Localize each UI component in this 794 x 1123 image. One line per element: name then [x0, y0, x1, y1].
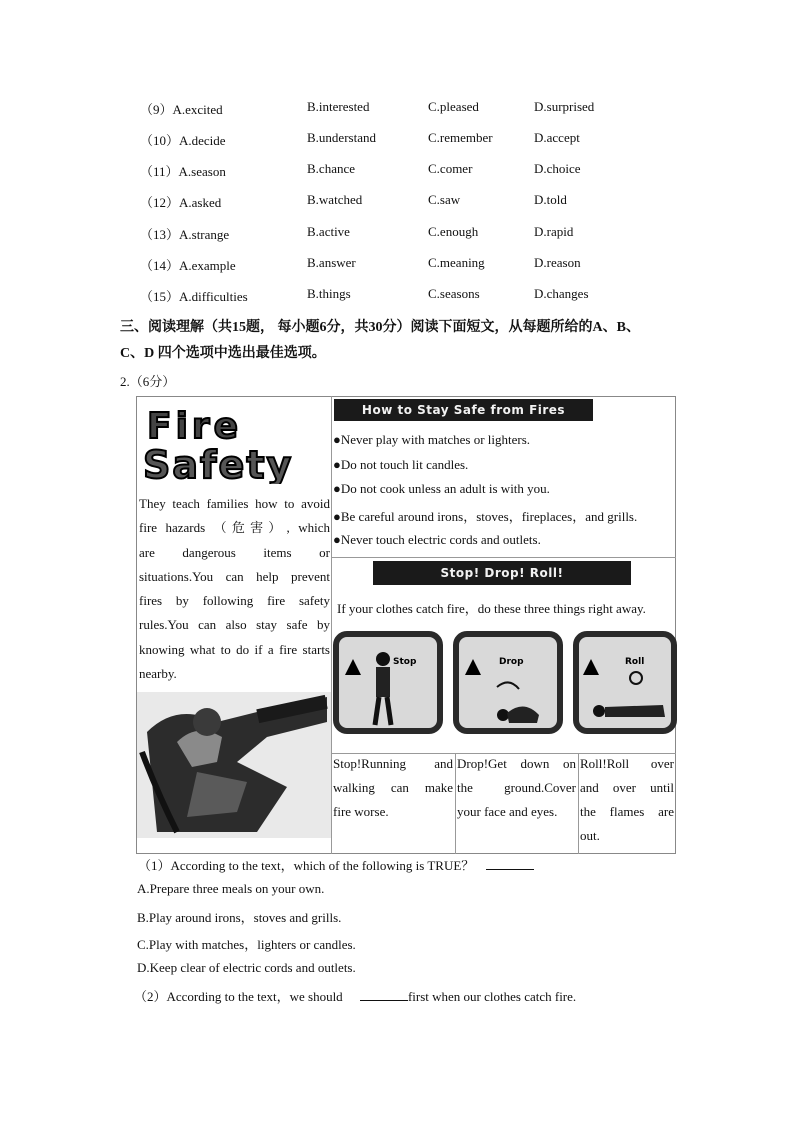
option-row: [0, 130, 794, 150]
cell-line: the ground.Cover: [457, 780, 576, 795]
safety-rule: ●Never touch electric cords and outlets.: [333, 532, 541, 547]
choice-b[interactable]: B.active: [307, 224, 350, 239]
cell-line: and over until: [580, 780, 674, 795]
choice-b[interactable]: B.answer: [307, 255, 356, 270]
section-heading: 三、阅读理解（共15题， 每小题6分，共30分）阅读下面短文，从每题所给的A、B、: [120, 320, 640, 335]
choice-b[interactable]: B.understand: [307, 130, 376, 145]
choice-num[interactable]: （15）A.difficulties: [140, 289, 248, 304]
option-row: [0, 161, 794, 181]
roll-panel: [573, 631, 677, 734]
drop-description: [457, 752, 576, 824]
rolling-figure-icon: [589, 695, 673, 725]
safety-rule: ●Do not touch lit candles.: [333, 457, 469, 472]
intro-line: are dangerous items or: [139, 544, 330, 560]
intro-line: situations.You can help prevent: [139, 568, 330, 584]
stay-safe-banner: How to Stay Safe from Fires: [334, 399, 593, 421]
cell-divider: [578, 753, 579, 854]
option-c[interactable]: C.Play with matches，lighters or candles.: [137, 937, 356, 952]
choice-d[interactable]: D.choice: [534, 161, 581, 176]
svg-text:Fire: Fire: [147, 406, 243, 447]
option-b[interactable]: B.Play around irons，stoves and grills.: [137, 910, 342, 925]
intro-line: knowing what to do if a fire starts: [139, 641, 330, 657]
choice-num[interactable]: （9）A.excited: [140, 102, 223, 117]
cell-line: Roll!Roll over: [580, 756, 674, 771]
standing-figure-icon: [363, 649, 403, 729]
option-a[interactable]: A.Prepare three meals on your own.: [137, 881, 325, 896]
kneeling-figure-icon: [489, 677, 549, 727]
rotate-icon: [627, 669, 645, 687]
choice-num[interactable]: （13）A.strange: [140, 227, 230, 242]
option-row: [0, 255, 794, 275]
intro-line: They teach families how to avoid: [139, 496, 330, 511]
option-row: [0, 99, 794, 119]
choice-c[interactable]: C.comer: [428, 161, 473, 176]
safety-rule: ●Be careful around irons，stoves，fireplaces，and grills.: [333, 509, 638, 524]
choice-b[interactable]: B.chance: [307, 161, 356, 176]
clothes-fire-instruction: If your clothes catch fire，do these three things right away.: [337, 601, 646, 616]
up-arrow-icon: [463, 657, 483, 677]
choice-c[interactable]: C.meaning: [428, 255, 485, 270]
option-d[interactable]: D.Keep clear of electric cords and outlets.: [137, 960, 356, 975]
stop-drop-roll-banner: Stop! Drop! Roll!: [373, 561, 631, 585]
choice-c[interactable]: C.saw: [428, 192, 461, 207]
option-row: [0, 192, 794, 212]
roll-description: [580, 752, 674, 848]
safety-rule: ●Never play with matches or lighters.: [333, 432, 531, 447]
cell-line: your face and eyes.: [457, 804, 558, 819]
choice-d[interactable]: D.rapid: [534, 224, 574, 239]
answer-blank[interactable]: [486, 857, 534, 870]
choice-b[interactable]: B.things: [307, 286, 351, 301]
choice-c[interactable]: C.seasons: [428, 286, 480, 301]
choice-b[interactable]: B.watched: [307, 192, 363, 207]
choice-b[interactable]: B.interested: [307, 99, 370, 114]
firefighter-illustration: [137, 692, 331, 838]
intro-line: fire hazards （危害）, which: [139, 520, 330, 536]
poster-intro: [139, 492, 330, 686]
choice-c[interactable]: C.remember: [428, 130, 493, 145]
question-header: 2.（6分）: [120, 374, 176, 389]
cell-line: out.: [580, 828, 600, 843]
choice-c[interactable]: C.pleased: [428, 99, 479, 114]
choice-d[interactable]: D.changes: [534, 286, 589, 301]
cell-line: Stop!Running and: [333, 756, 453, 771]
choice-d[interactable]: D.told: [534, 192, 567, 207]
choice-d[interactable]: D.reason: [534, 255, 581, 270]
question-2-stem: （2）According to the text，we should first when our clothes catch fire.: [134, 989, 577, 1004]
roll-label: Roll: [625, 657, 645, 667]
choice-d[interactable]: D.accept: [534, 130, 580, 145]
choice-num[interactable]: （14）A.example: [140, 258, 236, 273]
intro-line: rules.You can also stay safe by: [139, 617, 330, 633]
drop-panel: [453, 631, 563, 734]
cell-line: Drop!Get down on: [457, 756, 576, 771]
section-heading-cont: C、D 四个选项中选出最佳选项。: [120, 346, 326, 361]
cell-line: walking can make: [333, 780, 453, 795]
up-arrow-icon: [581, 657, 601, 677]
up-arrow-icon: [343, 657, 363, 677]
choice-c[interactable]: C.enough: [428, 224, 479, 239]
stop-panel: [333, 631, 443, 734]
question-1-stem: （1）According to the text，which of the following is TRUE？: [138, 855, 534, 874]
fire-safety-logo: [139, 400, 309, 484]
drop-label: Drop: [499, 657, 524, 667]
option-row: [0, 286, 794, 306]
intro-line: nearby.: [139, 666, 177, 682]
row-divider: [331, 557, 676, 558]
choice-d[interactable]: D.surprised: [534, 99, 595, 114]
column-divider: [331, 396, 332, 854]
safety-rule: ●Do not cook unless an adult is with you.: [333, 481, 550, 496]
svg-text:Safety: Safety: [143, 443, 294, 484]
answer-blank[interactable]: [360, 988, 408, 1001]
choice-num[interactable]: （11）A.season: [140, 164, 226, 179]
intro-line: fires by following fire safety: [139, 593, 330, 609]
cell-divider: [455, 753, 456, 854]
choice-num[interactable]: （12）A.asked: [140, 195, 222, 210]
cell-line: the flames are: [580, 804, 674, 819]
stop-description: [333, 752, 453, 824]
stop-label: Stop: [393, 657, 417, 667]
option-row: [0, 224, 794, 244]
cell-line: fire worse.: [333, 804, 389, 819]
choice-num[interactable]: （10）A.decide: [140, 133, 226, 148]
